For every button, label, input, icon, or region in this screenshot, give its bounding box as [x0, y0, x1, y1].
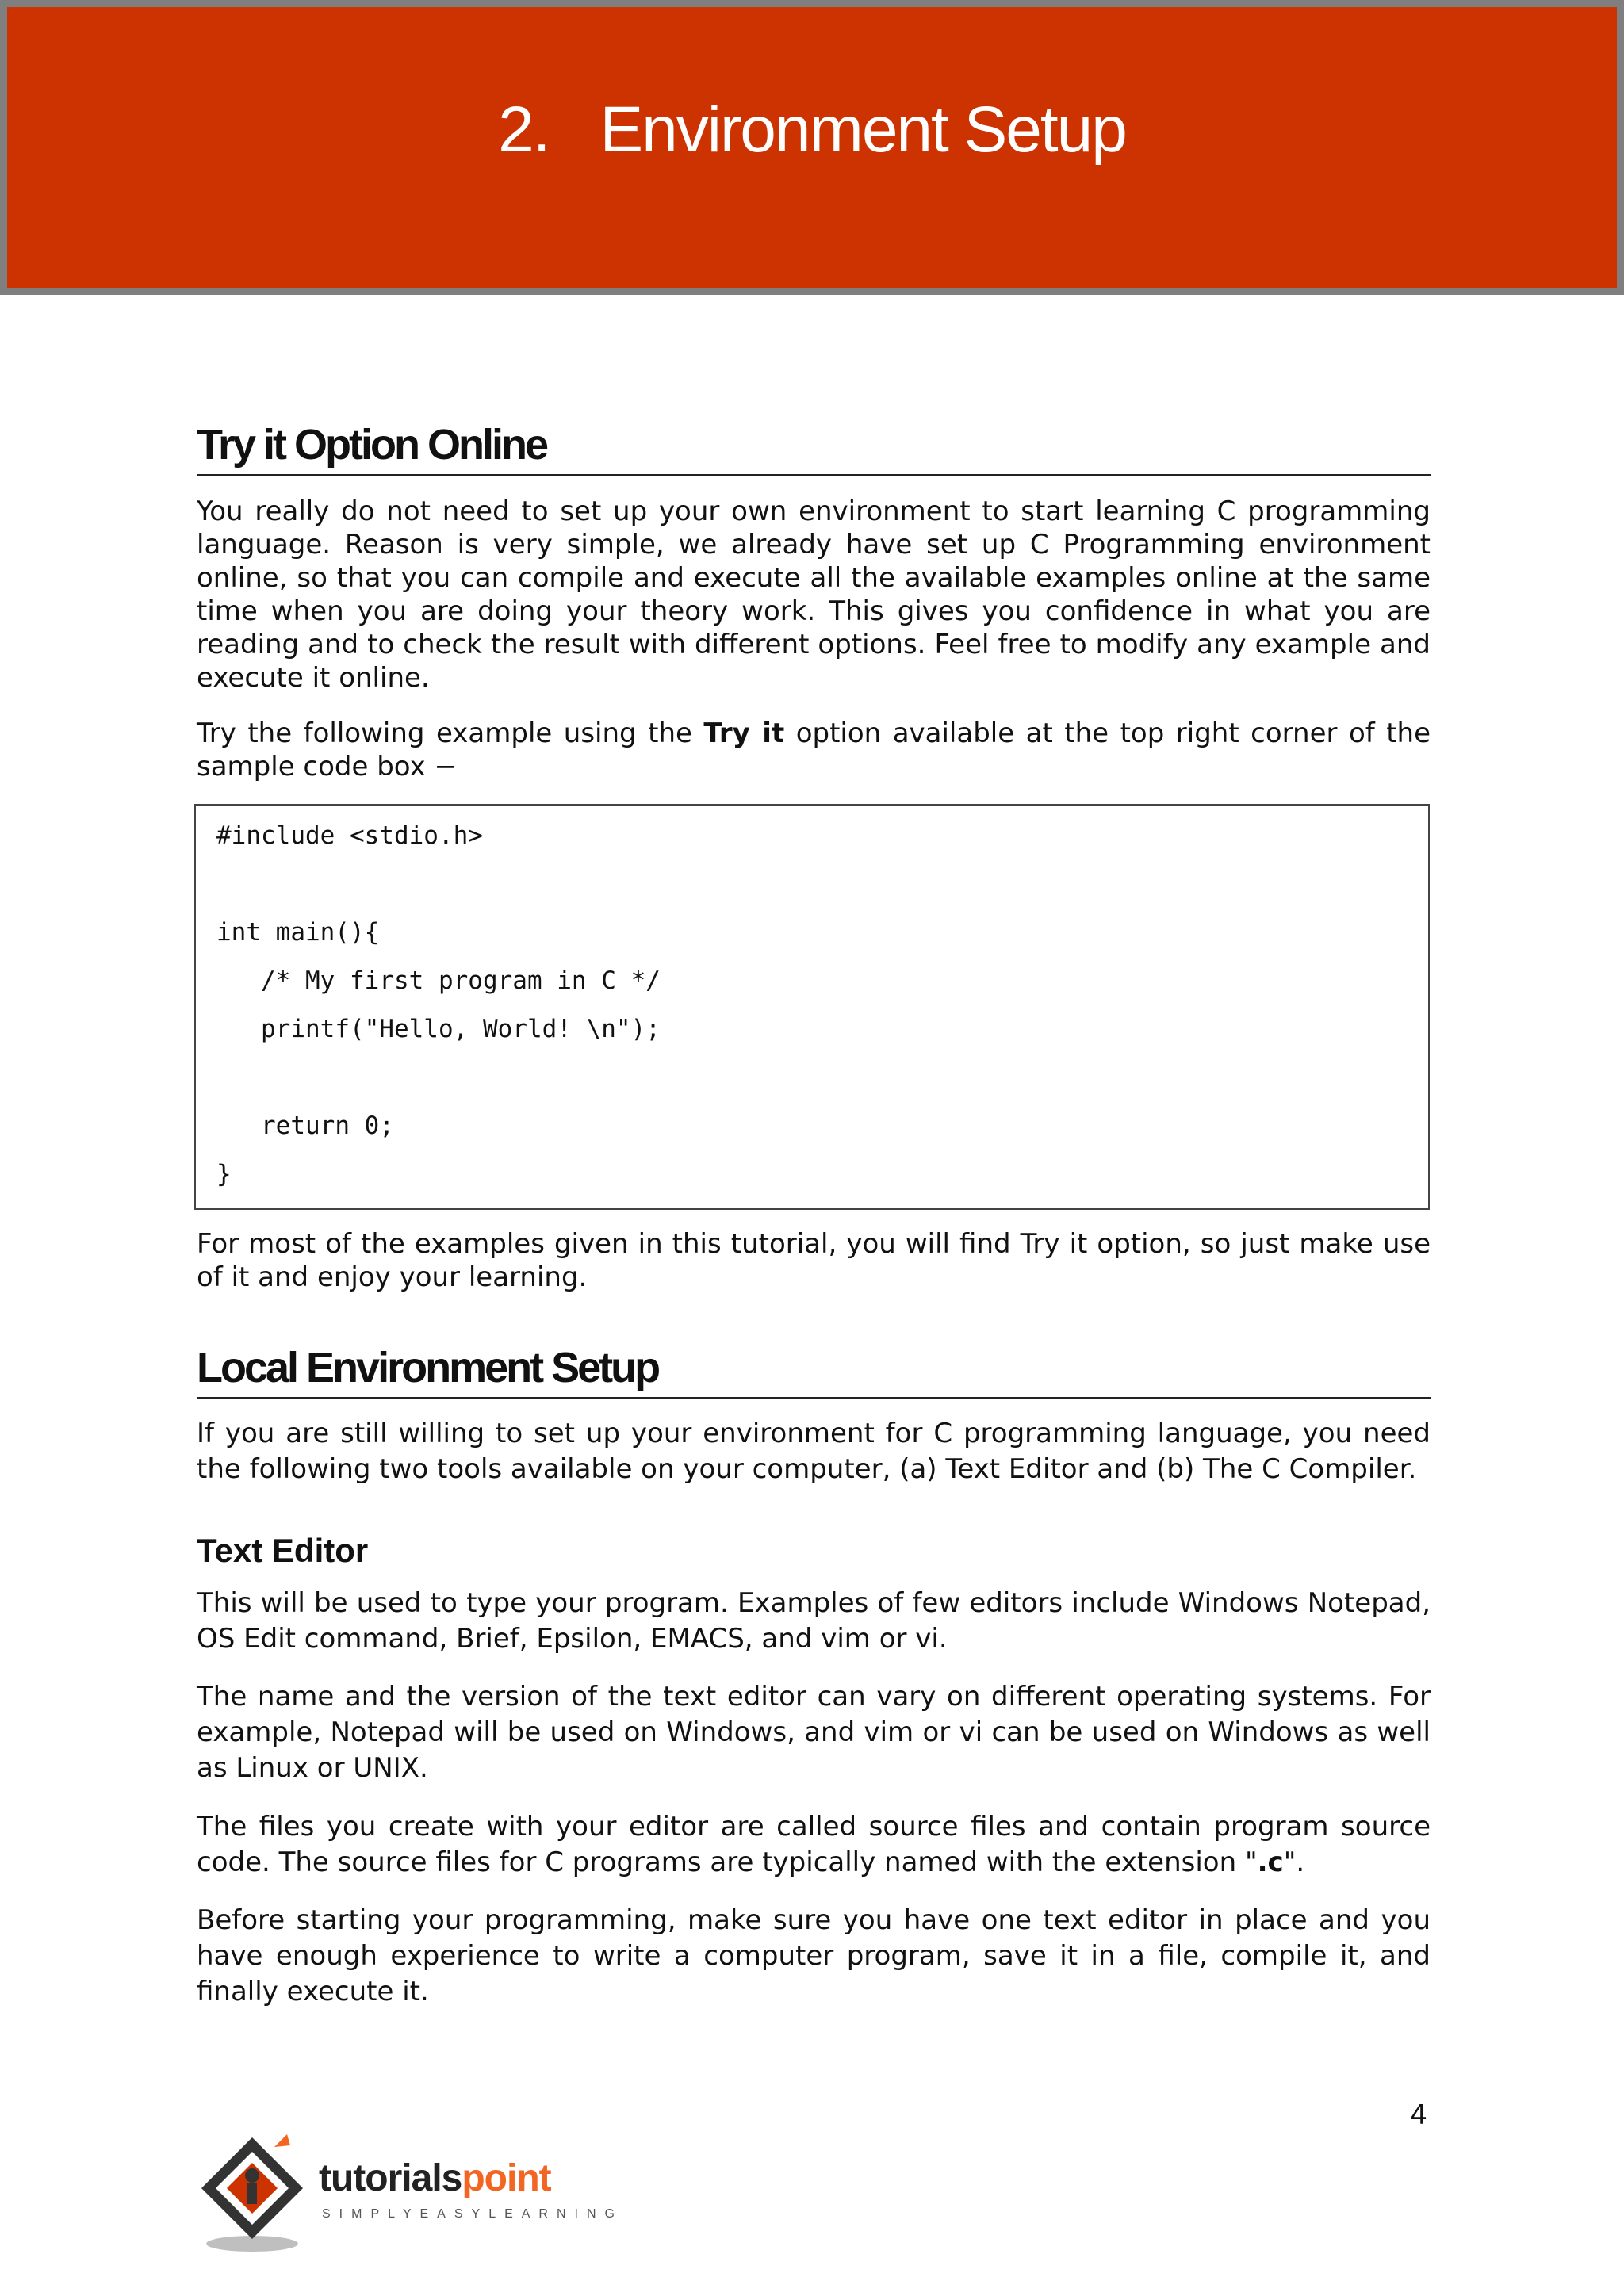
editor-versions-paragraph: The name and the version of the text editor can vary on different operating systems. For example, Notepad will be used on Windows, and vim or vi can be used on Windows as well as Linux or UNIX.	[197, 1681, 1431, 1784]
code-box	[194, 804, 1430, 1210]
chapter-banner	[0, 0, 1624, 295]
source-files-text-post: ".	[1283, 1846, 1305, 1878]
code-line: }	[216, 1160, 232, 1188]
chapter-number: 2.	[498, 94, 550, 166]
before-starting-paragraph: Before starting your programming, make sure you have one text editor in place and you have enough experience to write a computer program, save it in a file, compile it, and finally execute it.	[197, 1904, 1431, 2007]
local-setup-paragraph: If you are still willing to set up your environment for C programming language, you need the following two tools available on your computer, (a) Text Editor and (b) The C Compiler.	[197, 1418, 1431, 1485]
logo-tagline: SIMPLYEASYLEARNING	[322, 2207, 623, 2221]
logo-text-tutorials: tutorials	[319, 2157, 462, 2199]
try-it-usage-paragraph: For most of the examples given in this tutorial, you will find Try it option, so just make use of it and enjoy your learning.	[197, 1228, 1431, 1293]
code-line: return 0;	[261, 1112, 394, 1140]
code-line: int main(){	[216, 918, 380, 947]
code-line: printf("Hello, World! \n");	[261, 1015, 661, 1043]
logo-wordmark	[319, 2156, 551, 2200]
try-it-paragraph	[197, 717, 1431, 783]
chapter-title	[7, 93, 1617, 167]
chapter-title-text: Environment Setup	[599, 94, 1126, 166]
try-it-text-pre: Try the following example using the	[197, 718, 704, 749]
tutorialspoint-logo	[195, 2131, 639, 2258]
page-number: 4	[1410, 2099, 1427, 2131]
intro-paragraph: You really do not need to set up your own environment to start learning C programming language. Reason is very simple, we already have set up C Programming environment online, so that you can compile and execute all the available examples online at the same time when you are doing your theory work. This gives you confidence in what you are reading and to check the result with different options. Feel free to modify any example and execute it online.	[197, 496, 1431, 694]
section-heading-local-setup: Local Environment Setup	[197, 1343, 1431, 1399]
try-it-text-post: option available at the top right corner of the sample code box −	[197, 718, 1431, 783]
code-line: #include <stdio.h>	[216, 821, 483, 850]
logo-emblem-icon	[195, 2131, 314, 2258]
section-heading-try-it: Try it Option Online	[197, 420, 1431, 476]
code-line: /* My first program in C */	[261, 966, 661, 995]
source-files-paragraph	[197, 1809, 1431, 1881]
text-editor-paragraph: This will be used to type your program. Examples of few editors include Windows Notepad, OS Edit command, Brief, Epsilon, EMACS, and vim or vi.	[197, 1587, 1431, 1655]
extension-bold: .c	[1257, 1846, 1284, 1878]
subheading-text-editor: Text Editor	[197, 1532, 369, 1569]
source-files-text-pre: The files you create with your editor are called source files and contain program source code. The source files for C programs are typically named with the extension "	[197, 1811, 1431, 1878]
logo-text-point: point	[462, 2157, 551, 2199]
try-it-bold: Try it	[703, 718, 785, 749]
